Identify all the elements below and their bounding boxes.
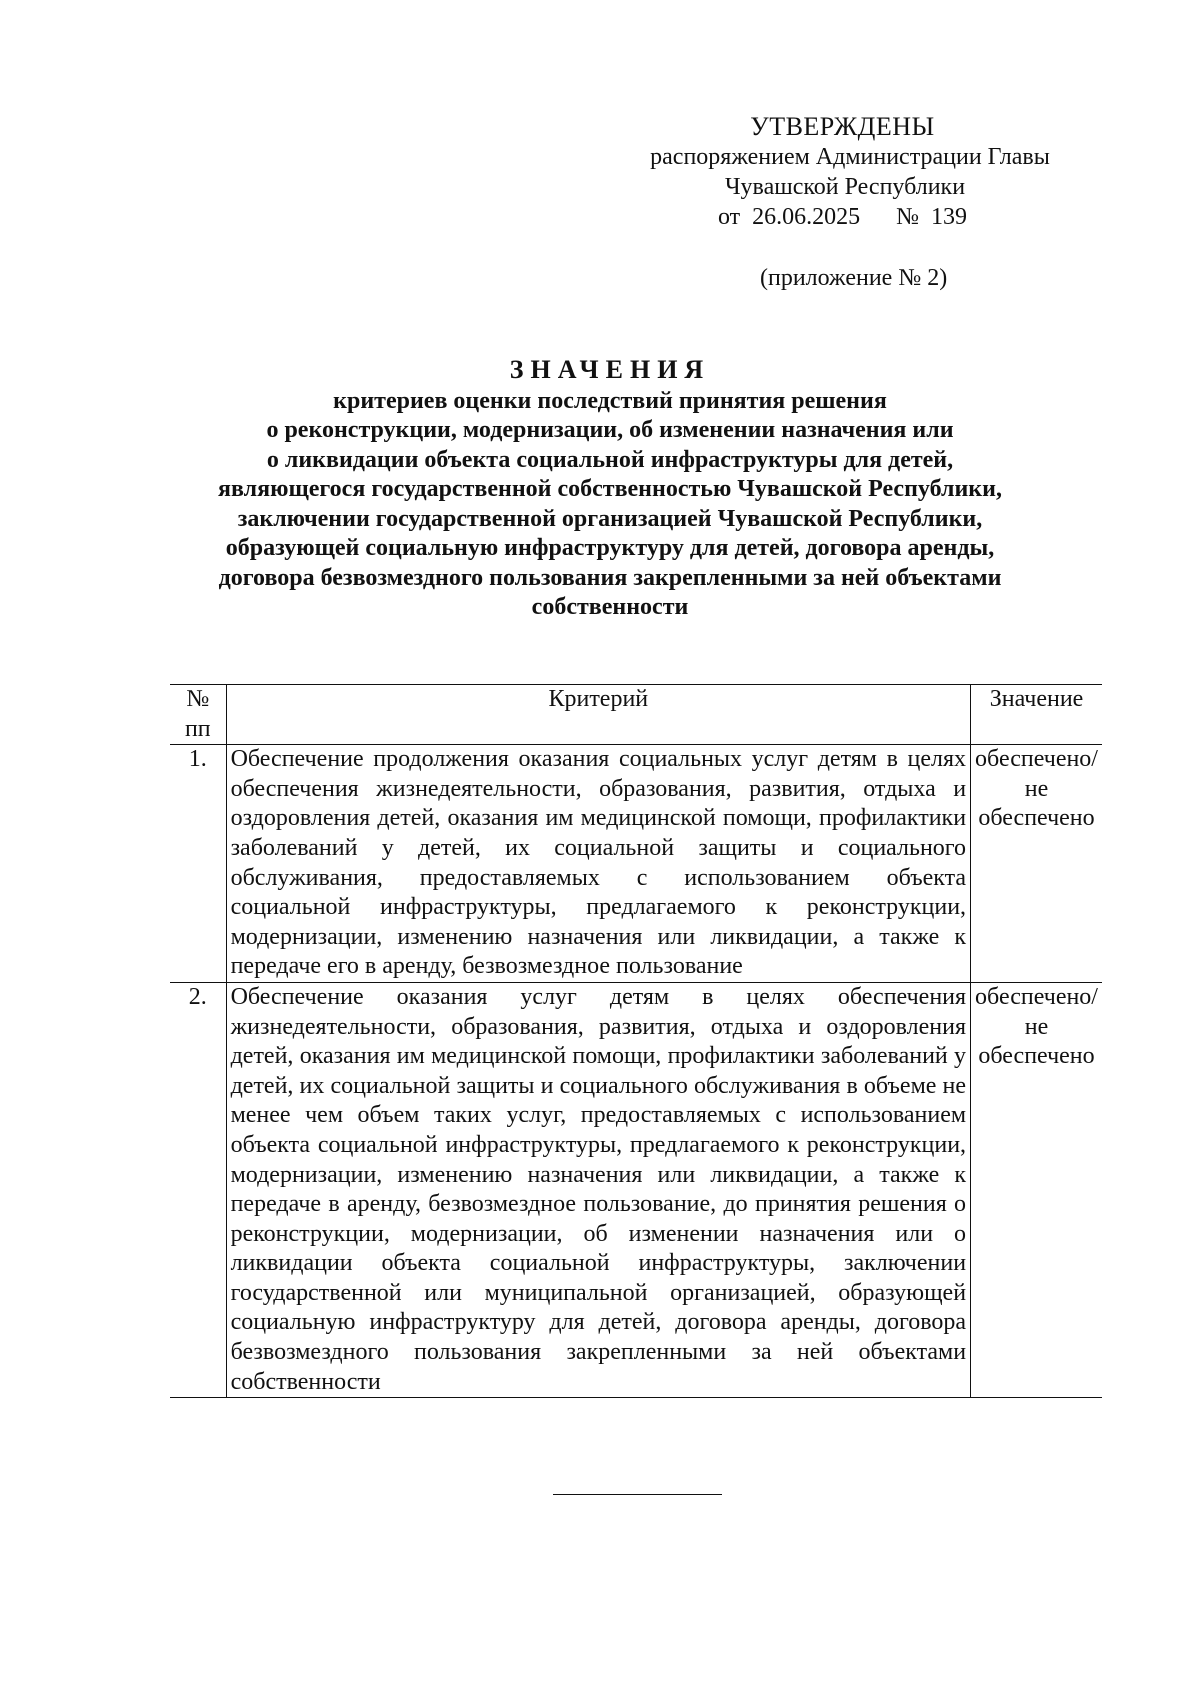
end-divider [553, 1494, 722, 1495]
title-line: заключении государственной организацией Чувашской Республики, [237, 505, 983, 532]
approval-region: Чувашской Республики [724, 174, 966, 200]
row-criterion: Обеспечение продолжения оказания социальных услуг детям в целях обеспечения жизнедеятельности, образования, развития, отдыха и оздоровления детей, оказания им медицинской помощи, профилактики заболеваний у детей, их социальной защиты и социального обслуживания, предоставляемых с использованием объекта социальной инфраструктуры, предлагаемого к реконструкции, модернизации, изменению назначения или ликвидации, а также к передаче его в аренду, безвозмездное пользование [226, 745, 970, 983]
table-row [170, 982, 1102, 1397]
title-line: о реконструкции, модернизации, об изменении назначения или [266, 417, 954, 443]
title-line: образующей социальную инфраструктуру для детей, договора аренды, [225, 535, 995, 561]
header-number: № пп [170, 685, 226, 745]
title-line: являющегося государственной собственностью Чувашской Республики, [218, 476, 1002, 502]
row-value: обеспечено/не обеспечено [971, 982, 1102, 1397]
title-line: о ликвидации объекта социальной инфраструктуры для детей, [266, 446, 954, 473]
approval-date-number: от 26.06.2025 № 139 [717, 204, 968, 230]
row-criterion: Обеспечение оказания услуг детям в целях обеспечения жизнедеятельности, образования, развития, отдыха и оздоровления детей, оказания им медицинской помощи, профилактики заболеваний у детей, их социальной защиты и социального обслуживания в объеме не менее чем объем таких услуг, предоставляемых с использованием объекта социальной инфраструктуры, предлагаемого к реконструкции, модернизации, изменению назначения или ликвидации, а также к передаче в аренду, безвозмездное пользование, до принятия решения о реконструкции, модернизации, об изменении назначения или о ликвидации объекта социальной инфраструктуры, заключении государственной или муниципальной организацией, образующей социальную инфраструктуру для детей, договора аренды, договора безвозмездного пользования закрепленными за ней объектами собственности [226, 982, 970, 1397]
title-line: собственности [531, 594, 689, 620]
row-number: 1. [170, 745, 226, 983]
title-main: ЗНАЧЕНИЯ [509, 355, 711, 384]
header-criterion: Критерий [226, 685, 970, 745]
table-row [170, 745, 1102, 983]
title-line: договора безвозмездного пользования закрепленными за ней объектами [218, 564, 1002, 591]
criteria-table [170, 684, 1102, 1398]
approval-block [600, 112, 1100, 232]
row-number: 2. [170, 982, 226, 1397]
approval-heading: УТВЕРЖДЕНЫ [750, 112, 935, 141]
header-value: Значение [971, 685, 1102, 745]
appendix-label: (приложение № 2) [760, 265, 948, 291]
document-title [150, 355, 1070, 623]
approval-issuer: распоряжением Администрации Главы [650, 144, 1050, 170]
row-value: обеспечено/не обеспечено [971, 745, 1102, 983]
table-header-row [170, 685, 1102, 745]
title-line: критериев оценки последствий принятия решения [333, 387, 887, 414]
